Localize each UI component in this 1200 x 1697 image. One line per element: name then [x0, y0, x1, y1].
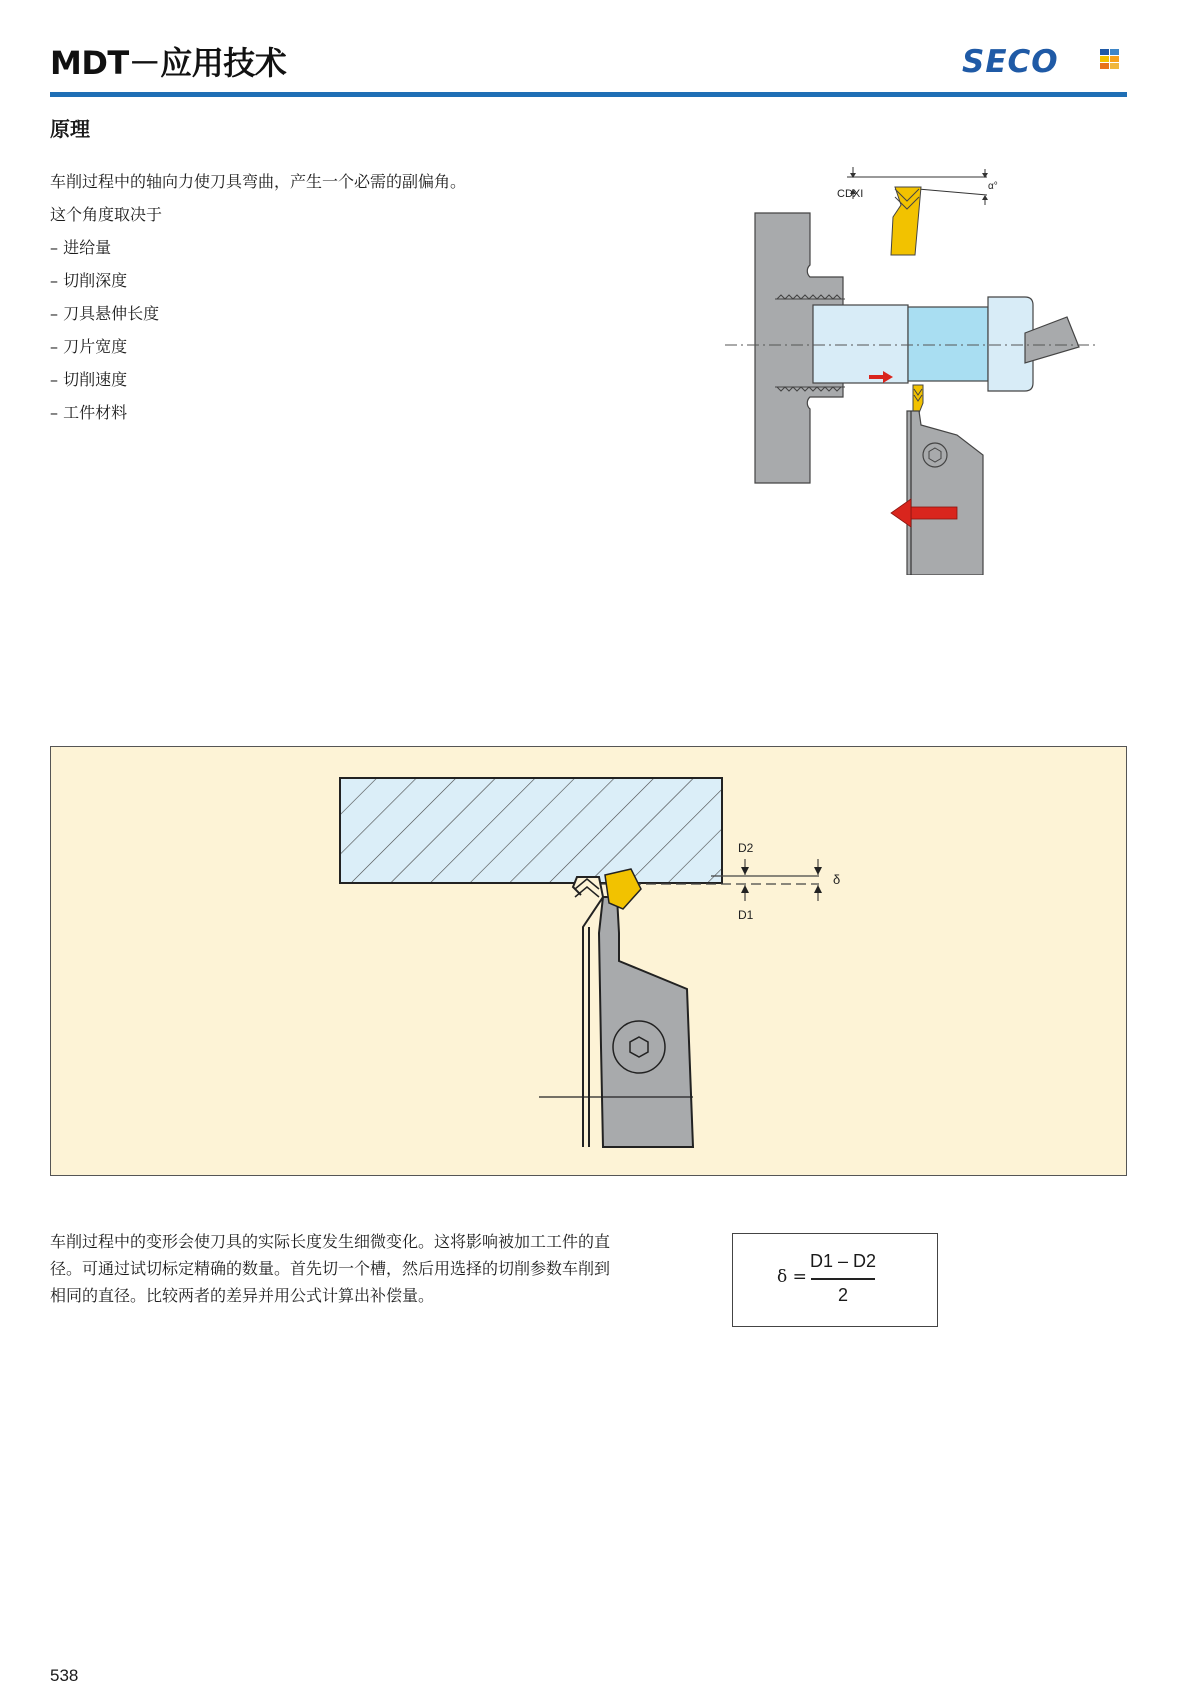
header-rule — [50, 92, 1127, 97]
intro-list-item: – 工件材料 — [50, 403, 128, 422]
logo-text: SECO — [962, 44, 1059, 80]
deflection-detail-panel — [50, 746, 1127, 1176]
intro-list-item: – 切削速度 — [50, 370, 128, 389]
body-line: 径。可通过试切标定精确的数量。首先切一个槽，然后用选择的切削参数车削到 — [50, 1259, 611, 1278]
d-dimension-arrows — [738, 841, 754, 922]
cdxi-label: CDXI — [837, 188, 864, 200]
body-line: 相同的直径。比较两者的差异并用公式计算出补偿量。 — [50, 1286, 435, 1305]
intro-text — [50, 165, 466, 429]
intro-list-item: – 刀具悬伸长度 — [50, 304, 160, 323]
page-title: MDT－应用技术 — [50, 44, 287, 82]
alpha-label: α° — [988, 181, 998, 192]
formula-denominator: 2 — [837, 1285, 848, 1305]
delta-dimension-arrows — [814, 859, 840, 901]
intro-line: 车削过程中的轴向力使刀具弯曲，产生一个必需的副偏角。 — [50, 172, 467, 191]
cutting-tool — [539, 869, 693, 1147]
seco-logo — [962, 44, 1128, 80]
compensation-formula — [732, 1233, 938, 1327]
workpiece-section — [340, 778, 722, 883]
logo-color-squares-icon — [1100, 49, 1120, 75]
body-line: 车削过程中的变形会使刀具的实际长度发生细微变化。这将影响被加工工件的直 — [50, 1232, 611, 1251]
deflection-detail-figure — [51, 747, 1128, 1177]
section-title: 原理 — [50, 117, 90, 141]
page-number: 538 — [50, 1666, 79, 1685]
body-text — [50, 1228, 690, 1309]
intro-line: 这个角度取决于 — [50, 205, 163, 224]
formula-lhs: δ = — [777, 1267, 807, 1287]
undeformed-tool-outline — [573, 877, 603, 1147]
d2-label: D2 — [738, 841, 754, 855]
intro-list-item: – 切削深度 — [50, 271, 128, 290]
intro-list-item: – 进给量 — [50, 238, 112, 257]
delta-label: δ — [833, 872, 841, 887]
cdxi-insert-detail — [837, 167, 998, 255]
fraction-bar — [811, 1278, 875, 1280]
tool-holder — [907, 385, 983, 575]
intro-list-item: – 刀片宽度 — [50, 337, 128, 356]
d1-label: D1 — [738, 908, 754, 922]
lathe-deflection-figure — [725, 165, 1095, 575]
formula-numerator: D1 – D2 — [809, 1251, 877, 1271]
